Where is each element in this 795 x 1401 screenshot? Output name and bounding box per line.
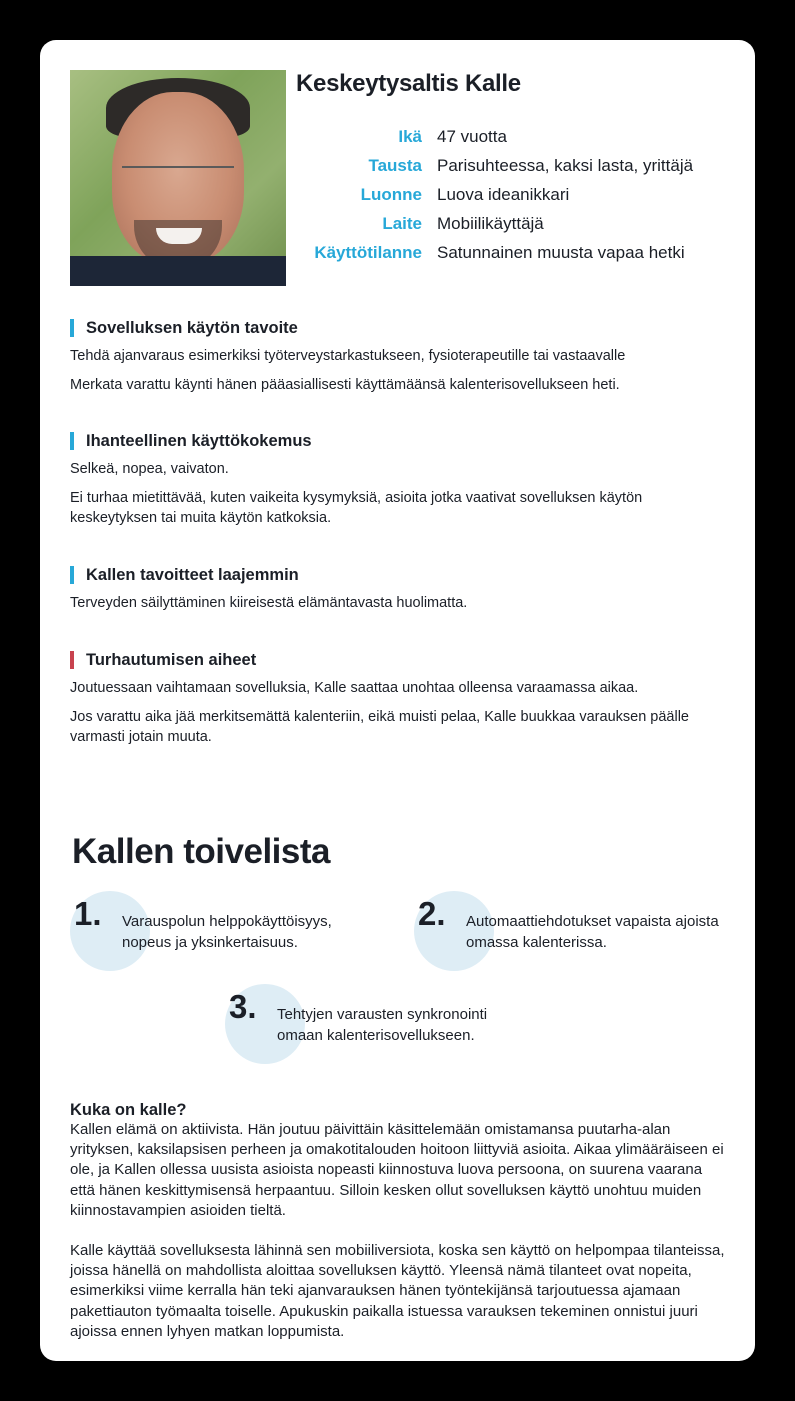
fact-row-personality (296, 180, 736, 209)
fact-value: Mobiilikäyttäjä (437, 213, 544, 233)
wishlist-text: Varauspolun helppokäyttöisyys, nopeus ja yksinkertaisuus. (122, 913, 332, 951)
persona-card (40, 40, 755, 1361)
section-paragraph: Tehdä ajanvaraus esimerkiksi työterveystarkastukseen, fysioterapeutille tai vastaavalle (70, 348, 626, 364)
bio-title: Kuka on kalle? (70, 1101, 187, 1119)
persona-facts (296, 122, 736, 267)
section-broader-goals (70, 566, 730, 622)
fact-label: Tausta (368, 155, 422, 175)
section-paragraph: Ei turhaa mietittävää, kuten vaikeita kysymyksiä, asioita jotka vaativat sovelluksen käytön keskeytyksen tai muita käytön katkoksia. (70, 490, 643, 526)
photo-glasses (122, 166, 234, 168)
wishlist-text: Tehtyjen varausten synkronointi omaan kalenterisovellukseen. (277, 1006, 488, 1044)
section-paragraph: Jos varattu aika jää merkitsemättä kalenteriin, eikä muisti pelaa, Kalle buukkaa varauksen päälle varmasti jotain muuta. (70, 709, 689, 745)
section-usage-goal (70, 319, 730, 404)
fact-value: Luova ideanikkari (437, 184, 570, 204)
section-title: Turhautumisen aiheet (70, 651, 730, 669)
fact-value: Parisuhteessa, kaksi lasta, yrittäjä (437, 155, 694, 175)
section-paragraph: Terveyden säilyttäminen kiireisestä elämäntavasta huolimatta. (70, 595, 468, 611)
section-ideal-experience (70, 432, 730, 537)
section-paragraph: Selkeä, nopea, vaivaton. (70, 461, 229, 477)
fact-value: Satunnainen muusta vapaa hetki (437, 242, 685, 262)
section-title: Kallen tavoitteet laajemmin (70, 566, 730, 584)
photo-shirt (70, 256, 286, 286)
fact-row-background (296, 151, 736, 180)
wishlist-number: 2. (418, 895, 446, 932)
bio-paragraph: Kalle käyttää sovelluksesta lähinnä sen mobiiliversiota, koska sen käyttö on helpompaa tilanteissa, joissa hänellä on mahdollista aloittaa sovelluksen käyttö. Yleensä nämä tilanteet ovat nopeita, esimerkiksi viime kerralla hän teki ajanvarauksen hänen työntekijänsä tarjoutuessa ajamaan pakettiauton työmaalta toiselle. Apukuskin paikalla istuessa varauksen tekeminen onnistui juuri ajoissa ennen lyhyen matkan loppumista. (70, 1242, 725, 1340)
section-title: Ihanteellinen käyttökokemus (70, 432, 730, 450)
fact-label: Käyttötilanne (314, 242, 422, 262)
fact-row-usage-context (296, 238, 736, 267)
persona-photo (70, 70, 286, 286)
bio-paragraph: Kallen elämä on aktiivista. Hän joutuu päivittäin käsittelemään omistamansa puutarha-alan yrityksen, kaksilapsisen perheen ja omakotitalouden hoitoon liittyviä asioita. Aikaa ylimääräiseen ei ole, ja Kallen ollessa uusista asioista nopeasti kiinnostuva luova persoona, on suurena vaarana että hänen keskittymisensä herpaantuu. Silloin kesken ollut sovelluksen käyttö unohtuu muiden kiinnostavampien asioiden tieltä. (70, 1121, 724, 1219)
wishlist-number: 3. (229, 988, 257, 1025)
wishlist-text: Automaattiehdotukset vapaista ajoista omassa kalenterissa. (466, 913, 719, 951)
fact-label: Luonne (360, 184, 422, 204)
wishlist-title: Kallen toivelista (72, 832, 330, 871)
section-paragraph: Merkata varattu käynti hänen pääasiallisesti käyttämäänsä kalenterisovellukseen heti. (70, 377, 620, 393)
persona-name: Keskeytysaltis Kalle (296, 70, 521, 97)
bio-section (70, 1100, 730, 1362)
fact-label: Laite (382, 213, 422, 233)
fact-row-age (296, 122, 736, 151)
section-title: Sovelluksen käytön tavoite (70, 319, 730, 337)
wishlist-number: 1. (74, 895, 102, 932)
section-frustrations (70, 651, 730, 756)
fact-value: 47 vuotta (437, 126, 507, 146)
fact-row-device (296, 209, 736, 238)
section-paragraph: Joutuessaan vaihtamaan sovelluksia, Kalle saattaa unohtaa olleensa varaamassa aikaa. (70, 680, 639, 696)
fact-label: Ikä (398, 126, 422, 146)
